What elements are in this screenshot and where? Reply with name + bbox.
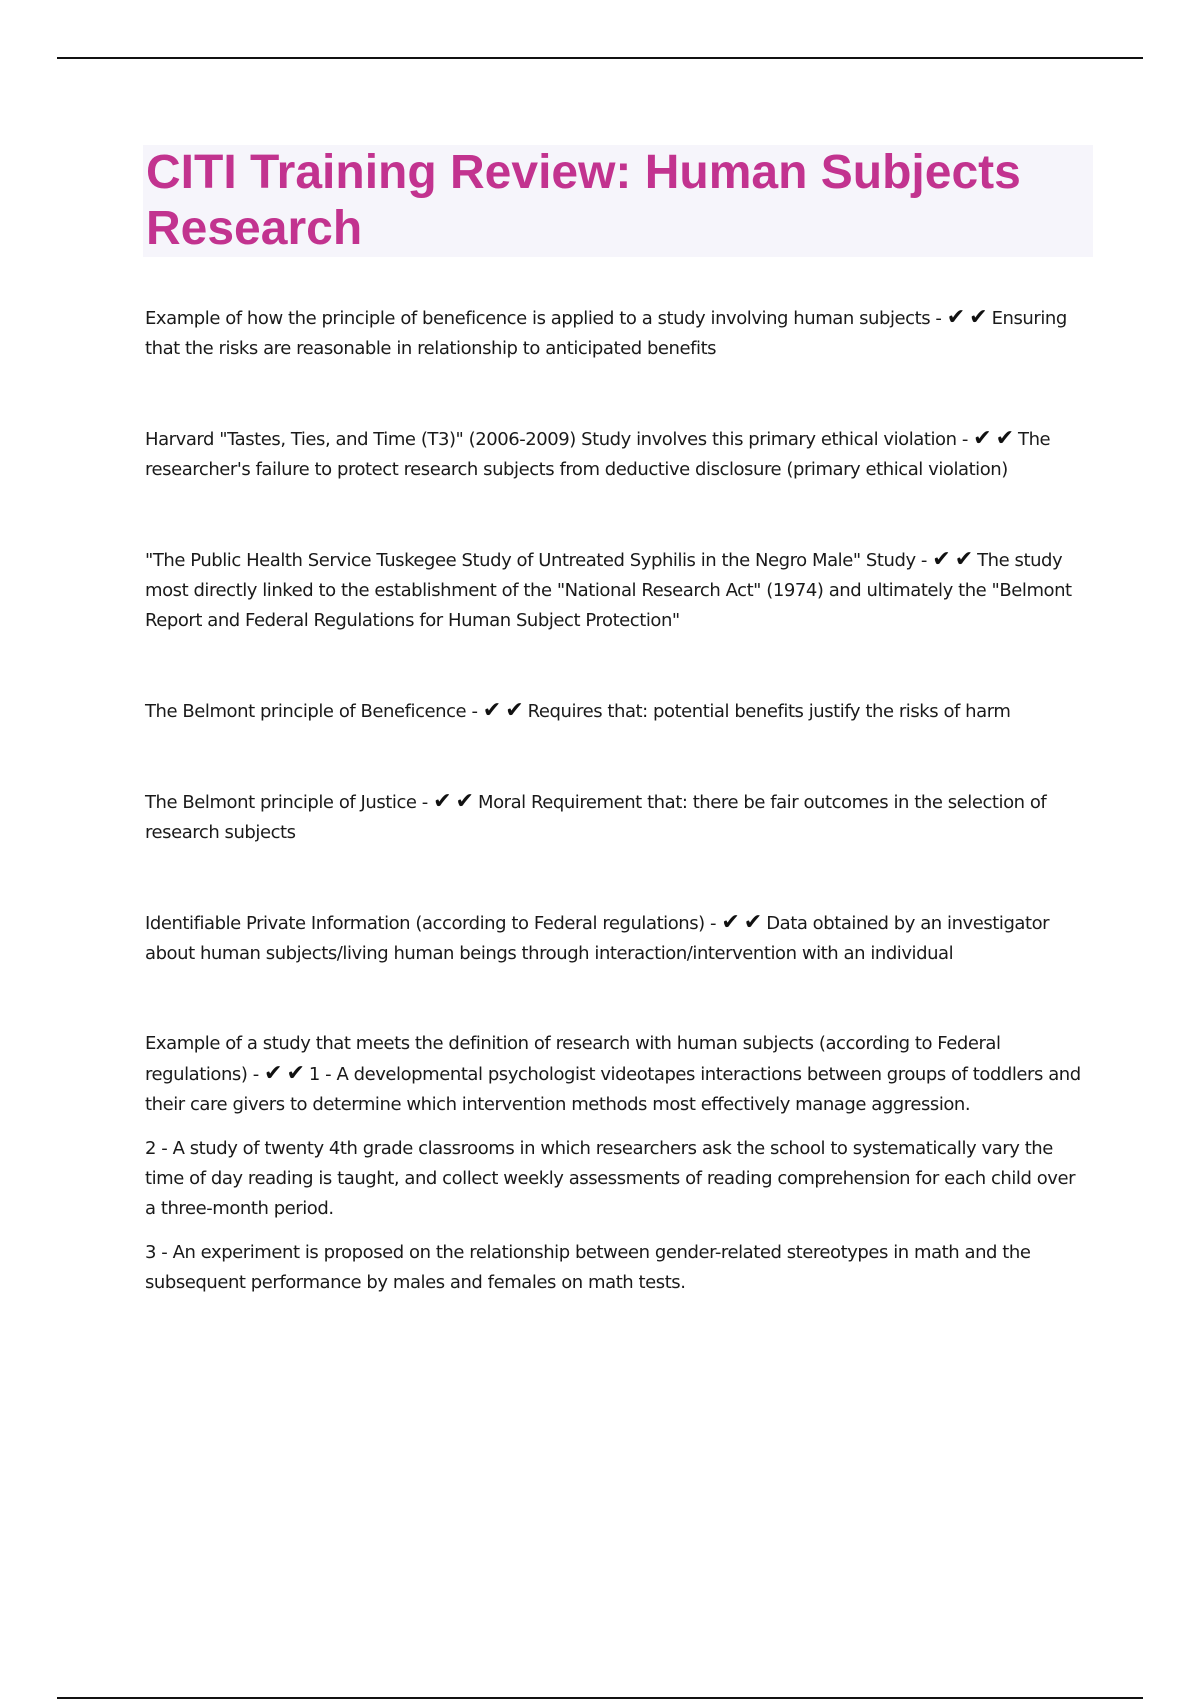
qa-first-paragraph	[145, 1029, 1090, 1120]
check-icon: ✔	[995, 426, 1015, 451]
question-text: Identifiable Private Information (according to Federal regulations) -	[145, 913, 717, 934]
check-icon: ✔	[946, 305, 966, 330]
qa-entry	[145, 787, 1090, 848]
qa-entry	[145, 424, 1090, 485]
question-text: The Belmont principle of Justice -	[145, 792, 428, 813]
check-icon: ✔	[954, 547, 974, 572]
document-title: CITI Training Review: Human Subjects Research	[146, 146, 1021, 255]
answer-text: Ensuring that the risks are reasonable in relationship to anticipated benefits	[145, 308, 1067, 359]
question-text: Example of a study that meets the definition of research with human subjects (according to Federal regulations) -	[145, 1033, 1001, 1085]
answer-text: Moral Requirement that: there be fair outcomes in the selection of research subjects	[145, 792, 1047, 843]
answer-text: Requires that: potential benefits justify the risks of harm	[527, 701, 1011, 722]
qa-entry	[145, 696, 1090, 727]
check-icon: ✔	[482, 698, 502, 723]
check-icon: ✔	[264, 1061, 283, 1086]
check-icon: ✔	[286, 1061, 305, 1086]
bottom-rule	[57, 1697, 1143, 1699]
qa-entry	[145, 303, 1090, 364]
check-icon: ✔	[505, 698, 524, 723]
check-icon: ✔	[721, 910, 740, 935]
qa-entry	[145, 908, 1090, 969]
question-text: Example of how the principle of beneficence is applied to a study involving human subjects -	[145, 308, 942, 329]
document-body	[145, 303, 1090, 1298]
answer-paragraph: 2 - A study of twenty 4th grade classrooms in which researchers ask the school to systematically vary the time of day reading is taught, and collect weekly assessments of reading comprehension for each child over a three-month period.	[145, 1138, 1076, 1219]
check-icon: ✔	[743, 910, 763, 935]
check-icon: ✔	[932, 547, 951, 572]
answer-text: The study most directly linked to the establishment of the "National Research Act" (1974) and ultimately the "Belmont Report and Federal Regulations for Human Subject Protection"	[145, 550, 1072, 631]
qa-entry	[145, 545, 1090, 636]
answer-text: The researcher's failure to protect research subjects from deductive disclosure (primary ethical violation)	[145, 429, 1051, 480]
question-text: The Belmont principle of Beneficence -	[145, 701, 478, 722]
question-text: "The Public Health Service Tuskegee Study of Untreated Syphilis in the Negro Male" Study -	[145, 550, 927, 571]
answer-text: 1 - A developmental psychologist videotapes interactions between groups of toddlers and their care givers to determine which intervention methods most effectively manage aggression.	[145, 1064, 1081, 1115]
answer-paragraph: 3 - An experiment is proposed on the relationship between gender-related stereotypes in math and the subsequent performance by males and females on math tests.	[145, 1242, 1031, 1293]
check-icon: ✔	[973, 426, 992, 451]
check-icon: ✔	[969, 305, 988, 330]
qa-entry	[145, 1029, 1090, 1298]
question-text: Harvard "Tastes, Ties, and Time (T3)" (2006-2009) Study involves this primary ethical violation -	[145, 429, 968, 450]
check-icon: ✔	[455, 789, 474, 814]
check-icon: ✔	[433, 789, 452, 814]
top-rule	[57, 57, 1143, 59]
answer-text: Data obtained by an investigator about human subjects/living human beings through interaction/intervention with an individual	[145, 913, 1050, 964]
